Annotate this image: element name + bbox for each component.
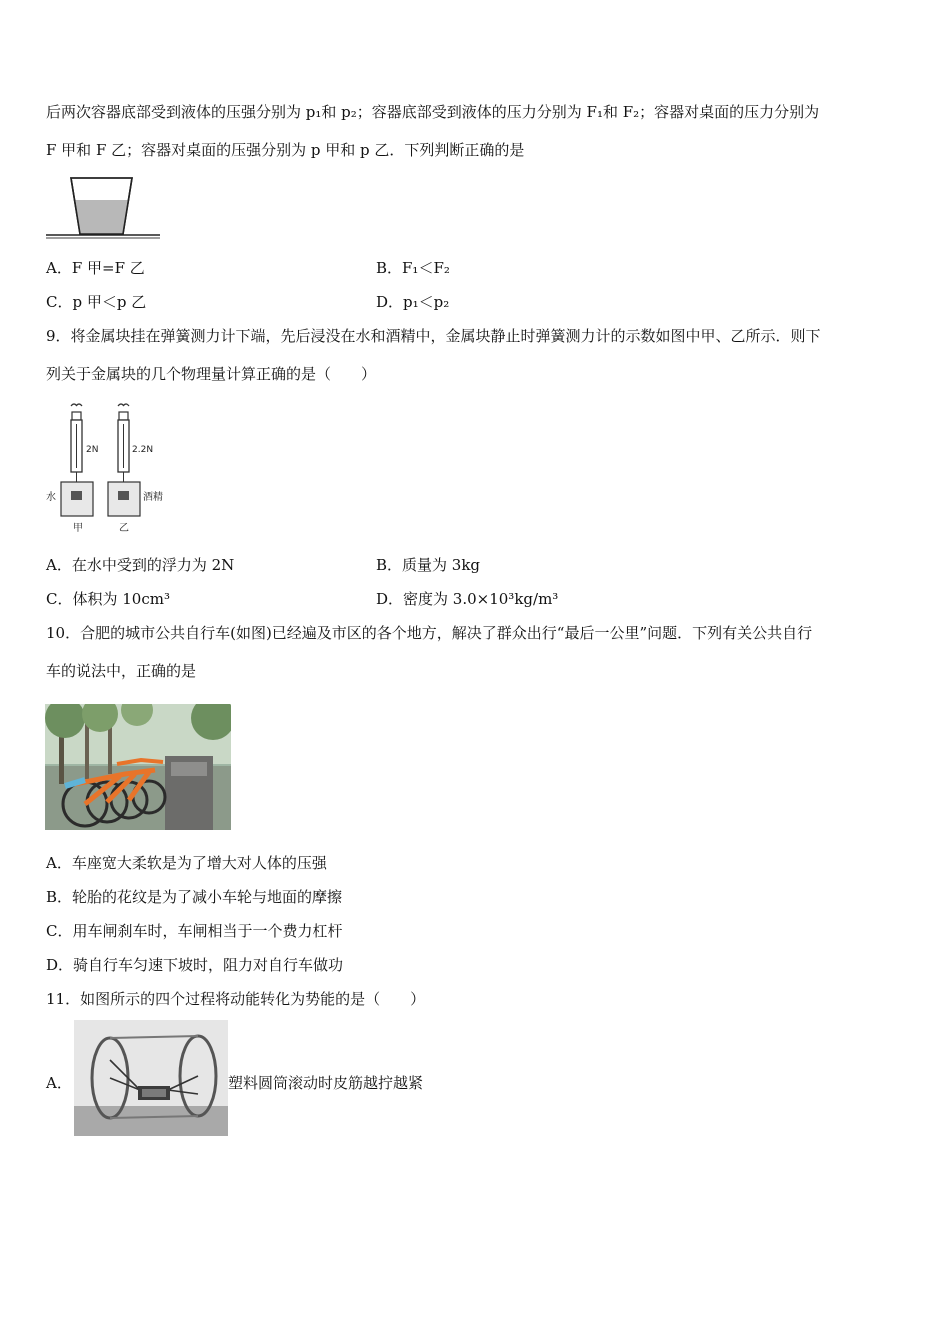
q10-option-c[interactable]: C．用车闸刹车时，车闸相当于一个费力杠杆 bbox=[46, 922, 343, 940]
q9-option-a[interactable]: A．在水中受到的浮力为 2N bbox=[46, 556, 235, 574]
right-reading-label: 2.2N bbox=[132, 445, 154, 455]
q8-option-d[interactable]: D．p₁＜p₂ bbox=[376, 293, 450, 311]
right-beaker bbox=[108, 482, 140, 516]
q10-option-a[interactable]: A．车座宽大柔软是为了增大对人体的压强 bbox=[46, 854, 327, 872]
plastic-cylinder-photo bbox=[74, 1020, 228, 1136]
q8-option-c[interactable]: C．p 甲＜p 乙 bbox=[46, 293, 147, 311]
spring-scale-figure bbox=[44, 400, 174, 535]
right-figure-label: 乙 bbox=[119, 523, 129, 534]
container-on-table-figure bbox=[44, 172, 162, 244]
q9-stem-line1: 9．将金属块挂在弹簧测力计下端，先后浸没在水和酒精中，金属块静止时弹簧测力计的示数如图中甲、乙所示．则下 bbox=[46, 327, 821, 345]
q8-stem-line1: 后两次容器底部受到液体的压强分别为 p₁和 p₂；容器底部受到液体的压力分别为 F₁和 F₂；容器对桌面的压力分别为 bbox=[46, 103, 820, 121]
q8-option-b[interactable]: B．F₁＜F₂ bbox=[376, 259, 450, 277]
q8-stem-line2: F 甲和 F 乙；容器对桌面的压强分别为 p 甲和 p 乙．下列判断正确的是 bbox=[46, 141, 525, 159]
left-spring-scale bbox=[71, 404, 82, 486]
q10-stem-line2: 车的说法中，正确的是 bbox=[46, 662, 197, 680]
q9-option-d[interactable]: D．密度为 3.0×10³kg/m³ bbox=[376, 590, 559, 608]
left-liquid-label: 水 bbox=[46, 492, 56, 503]
q11-stem: 11．如图所示的四个过程将动能转化为势能的是（ ） bbox=[46, 990, 426, 1008]
q10-option-b[interactable]: B．轮胎的花纹是为了减小车轮与地面的摩擦 bbox=[46, 888, 343, 906]
left-beaker bbox=[61, 482, 93, 516]
q9-option-b[interactable]: B．质量为 3kg bbox=[376, 556, 481, 574]
left-reading-label: 2N bbox=[86, 445, 99, 455]
container-liquid bbox=[75, 200, 127, 234]
q10-option-d[interactable]: D．骑自行车匀速下坡时，阻力对自行车做功 bbox=[46, 956, 344, 974]
q8-option-a[interactable]: A．F 甲=F 乙 bbox=[46, 259, 145, 277]
public-bicycle-photo bbox=[45, 704, 231, 830]
q11-option-a-letter[interactable]: A． bbox=[46, 1074, 72, 1092]
right-liquid-label: 酒精 bbox=[143, 492, 163, 503]
left-figure-label: 甲 bbox=[73, 523, 83, 534]
q9-option-c[interactable]: C．体积为 10cm³ bbox=[46, 590, 170, 608]
right-spring-scale bbox=[118, 404, 129, 486]
q9-stem-line2: 列关于金属块的几个物理量计算正确的是（ ） bbox=[46, 365, 377, 383]
q10-stem-line1: 10．合肥的城市公共自行车(如图)已经遍及市区的各个地方，解决了群众出行“最后一公里”问题．下列有关公共自行 bbox=[46, 624, 813, 642]
q11-option-a-text[interactable]: 塑料圆筒滚动时皮筋越拧越紧 bbox=[228, 1074, 424, 1092]
